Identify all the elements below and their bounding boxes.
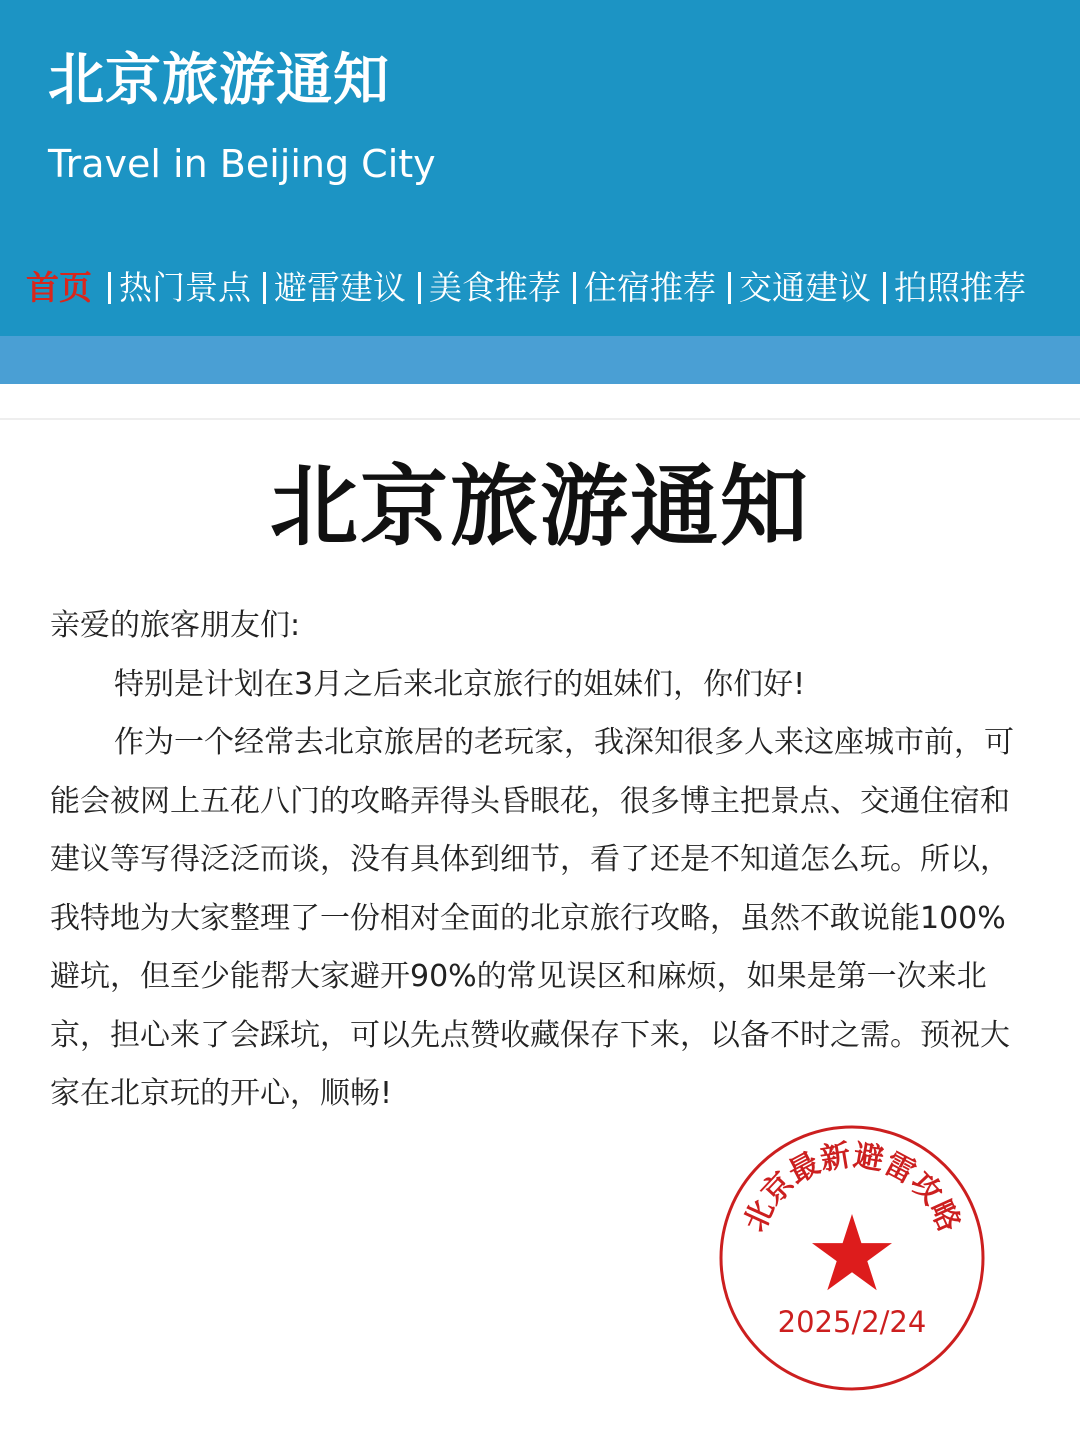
site-title: 北京旅游通知 xyxy=(48,48,390,113)
nav-separator xyxy=(263,272,266,304)
seal-date: 2025/2/24 xyxy=(777,1305,927,1339)
nav-separator xyxy=(728,272,731,304)
nav-separator xyxy=(108,272,111,304)
nav-item-hot-attractions[interactable]: 热门景点 xyxy=(119,268,251,307)
nav-item-lodging[interactable]: 住宿推荐 xyxy=(584,268,716,307)
seal-arc-text: 北京最新避雷攻略 xyxy=(737,1138,967,1237)
notice-paragraph: 作为一个经常去北京旅居的老玩家，我深知很多人来这座城市前，可能会被网上五花八门的攻略弄得头昏眼花，很多博主把景点、交通住宿和建议等写得泛泛而谈，没有具体到细节，看了还是不知道怎么玩。所以，我特地为大家整理了一份相对全面的北京旅行攻略，虽然不敢说能100%避坑，但至少能帮大家避开90%的常见误区和麻烦，如果是第一次来北京，担心来了会踩坑，可以先点赞收藏保存下来，以备不时之需。预祝大家在北京玩的开心，顺畅! xyxy=(50,725,1014,1111)
nav-item-photo[interactable]: 拍照推荐 xyxy=(894,268,1026,307)
nav-separator xyxy=(418,272,421,304)
nav-item-transport[interactable]: 交通建议 xyxy=(739,268,871,307)
nav-item-home[interactable]: 首页 xyxy=(26,268,92,307)
nav-separator xyxy=(883,272,886,304)
notice-paragraph: 特别是计划在3月之后来北京旅行的姐妹们，你们好! xyxy=(114,667,806,702)
nav-item-avoid-tips[interactable]: 避雷建议 xyxy=(274,268,406,307)
notice-title: 北京旅游通知 xyxy=(269,455,810,558)
site-header xyxy=(0,0,1080,336)
seal-stamp xyxy=(716,1122,988,1394)
main-nav xyxy=(26,262,1026,314)
nav-separator xyxy=(573,272,576,304)
section-divider xyxy=(0,418,1080,420)
site-subtitle: Travel in Beijing City xyxy=(48,142,436,186)
nav-item-food[interactable]: 美食推荐 xyxy=(429,268,561,307)
notice-greeting: 亲爱的旅客朋友们: xyxy=(50,608,301,643)
star-icon xyxy=(812,1214,892,1290)
header-accent-bar xyxy=(0,336,1080,384)
